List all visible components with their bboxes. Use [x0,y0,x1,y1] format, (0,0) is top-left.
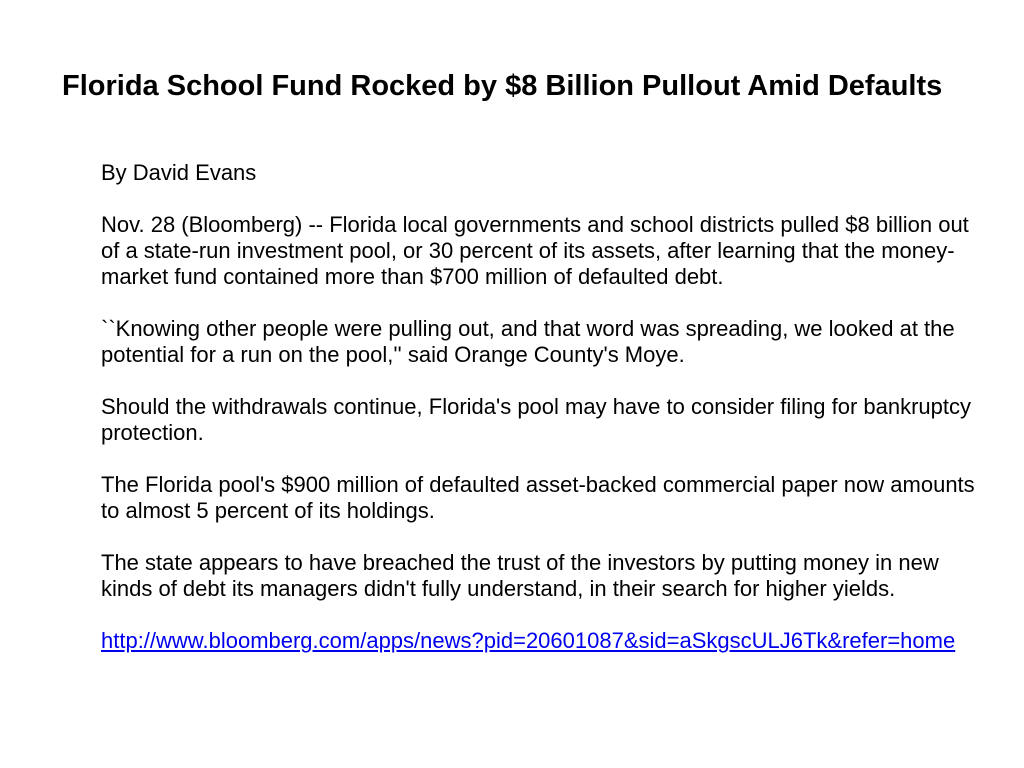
article-title: Florida School Fund Rocked by $8 Billion Pullout Amid Defaults [62,70,943,102]
source-link-paragraph [101,628,981,654]
paragraph-lead: Nov. 28 (Bloomberg) -- Florida local governments and school districts pulled $8 billion out of a state-run investment pool, or 30 percent of its assets, after learning that the money- market fund contained more than $700 million of defaulted debt. [101,212,969,289]
byline: By David Evans [101,160,257,185]
paragraph-bankruptcy: Should the withdrawals continue, Florida's pool may have to consider filing for bankruptcy protection. [101,394,971,445]
paragraph-quote: ``Knowing other people were pulling out, and that word was spreading, we looked at the potential for a run on the pool,'' said Orange County's Moye. [101,316,955,367]
paragraph-holdings: The Florida pool's $900 million of defaulted asset-backed commercial paper now amounts to almost 5 percent of its holdings. [101,472,975,523]
paragraph-trust: The state appears to have breached the trust of the investors by putting money in new kinds of debt its managers didn't fully understand, in their search for higher yields. [101,550,939,601]
article-body [101,160,981,680]
source-link[interactable]: http://www.bloomberg.com/apps/news?pid=20601087&sid=aSkgscULJ6Tk&refer=home [101,628,956,653]
